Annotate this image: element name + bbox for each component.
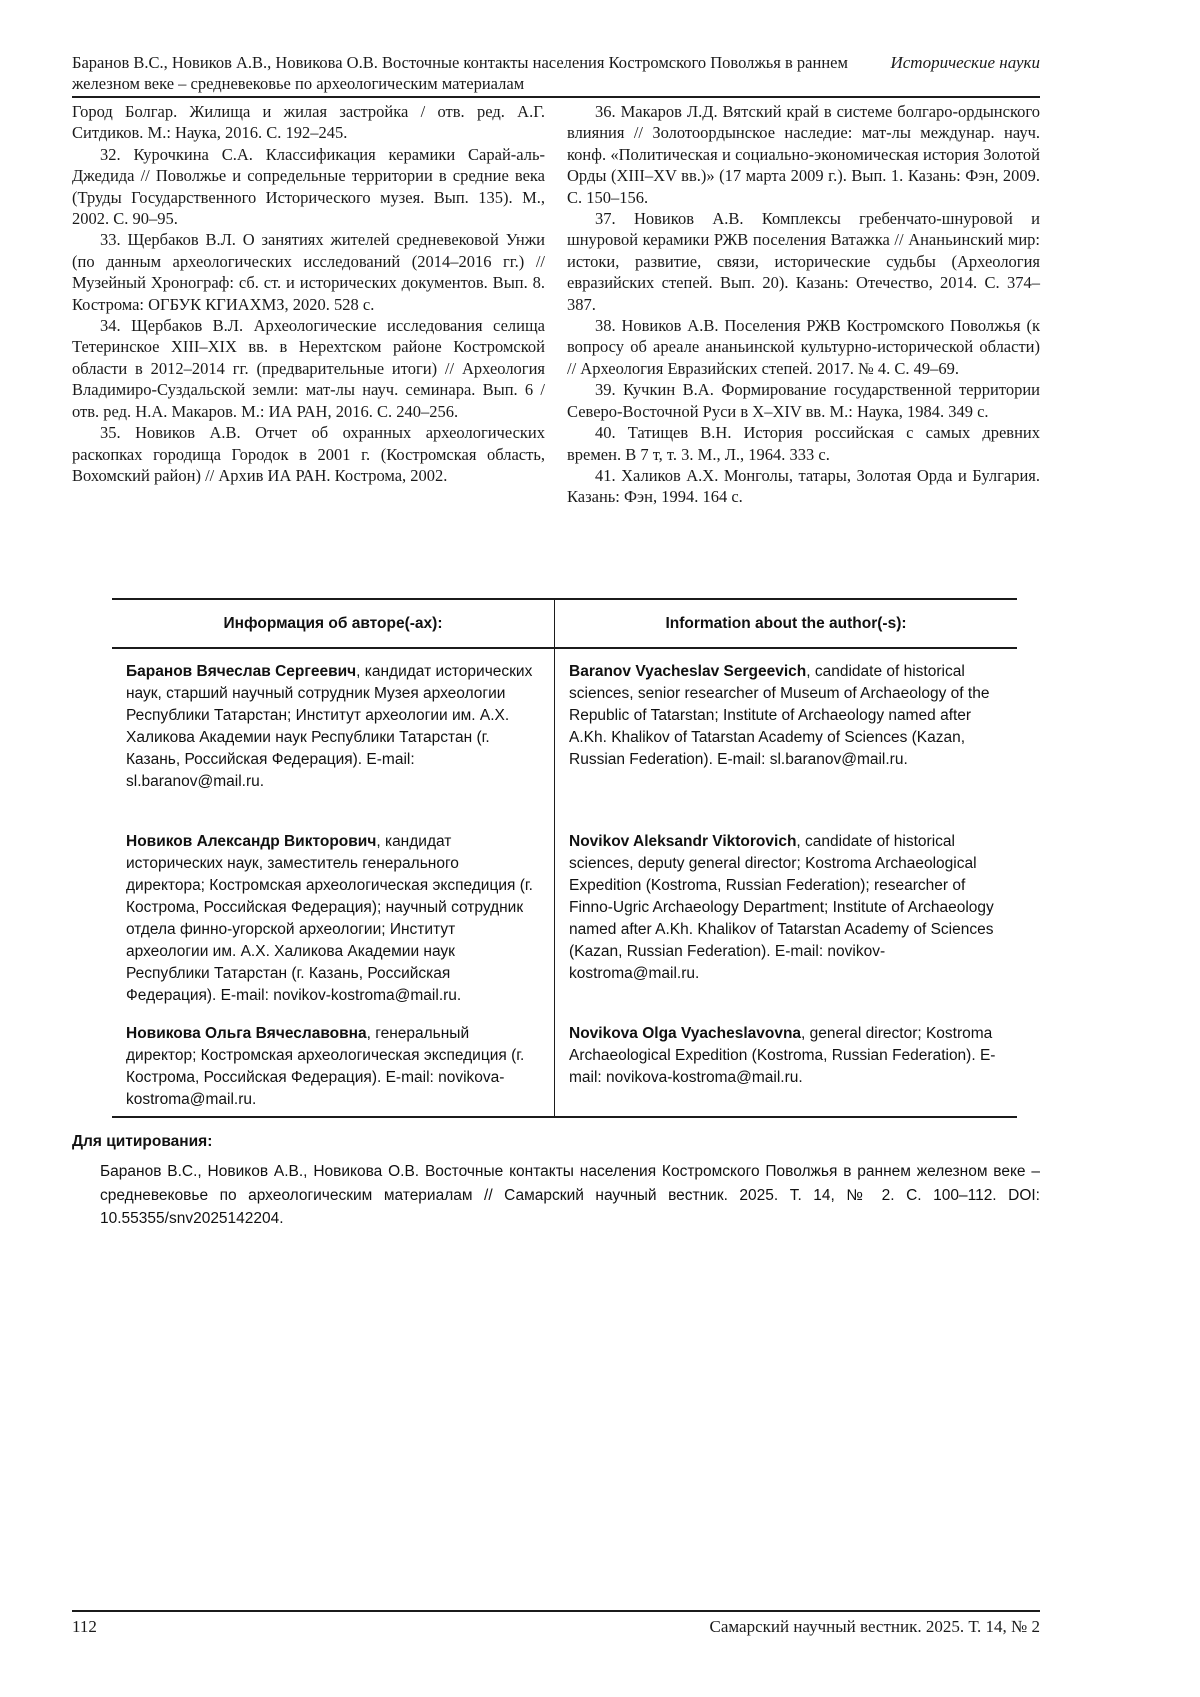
references-section <box>72 101 1040 508</box>
author-name: Баранов Вячеслав Сергеевич <box>126 663 357 680</box>
page-footer <box>72 1610 1040 1638</box>
table-row <box>112 649 1017 819</box>
journal-name: Самарский научный вестник. 2025. Т. 14, № 2 <box>709 1617 1040 1636</box>
running-head <box>72 53 1040 98</box>
author-name: Новикова Ольга Вячеславовна <box>126 1025 367 1042</box>
author-name: Novikov Aleksandr Viktorovich <box>569 833 797 850</box>
author-details: , кандидат исторических наук, заместитель генерального директора; Костромская археологическая экспедиция (г. Кострома, Российская Федерация); научный сотрудник отдела финно-угорской археологии; Институт археологии им. А.Х. Халикова Академии наук Республики Татарстан (г. Казань, Российская Федерация). E-mail: novikov-kostroma@mail.ru. <box>126 833 533 1004</box>
reference-item: 39. Кучкин В.А. Формирование государственной территории Северо-Восточной Руси в X–XIV вв. М.: Наука, 1984. 349 с. <box>567 380 1040 421</box>
author-info-en <box>555 819 1017 1011</box>
author-details: , генеральный директор; Костромская археологическая экспедиция (г. Кострома, Российская Федерация). E-mail: novikova-kostroma@mail.ru. <box>126 1025 525 1108</box>
author-details: , кандидат исторических наук, старший научный сотрудник Музея археологии Республики Татарстан; Институт археологии им. А.Х. Халикова Академии наук Республики Татарстан (г. Казань, Российская Федерация). E-mail: sl.baranov@mail.ru. <box>126 663 533 790</box>
authors-table-header-row <box>112 598 1017 649</box>
reference-item: 34. Щербаков В.Л. Археологические исследования селища Тетеринское XIII–XIX вв. в Нерехтском районе Костромской области в 2012–2014 гг. (предварительные итоги) // Археология Владимиро-Суздальской земли: мат-лы науч. семинара. Вып. 6 / отв. ред. Н.А. Макаров. М.: ИА РАН, 2016. С. 240–256. <box>72 316 545 421</box>
table-row <box>112 819 1017 1011</box>
references-column-left <box>72 101 545 508</box>
author-info-en <box>555 1011 1017 1116</box>
references-column-right <box>567 101 1040 508</box>
reference-item: 37. Новиков А.В. Комплексы гребенчато-шнуровой и шнуровой керамики РЖВ поселения Ватажка // Ананьинский мир: истоки, развитие, связи, исторические судьбы (Археология евразийских степей. Вып. 20). Казань: Отечество, 2014. С. 374–387. <box>567 209 1040 314</box>
author-name: Novikova Olga Vyacheslavovna <box>569 1025 802 1042</box>
reference-item: 40. Татищев В.Н. История российская с самых древних времен. В 7 т, т. 3. М., Л., 1964. 333 с. <box>567 423 1040 464</box>
author-details: , general director; Kostroma Archaeological Expedition (Kostroma, Russian Federation). E-mail: novikova-kostroma@mail.ru. <box>569 1025 996 1086</box>
reference-item: 32. Курочкина С.А. Классификация керамики Сарай-аль-Джедида // Поволжье и сопредельные территории в средние века (Труды Государственного Исторического музея. Вып. 135). М., 2002. С. 90–95. <box>72 144 545 229</box>
author-info-ru <box>112 649 555 819</box>
citation-label: Для цитирования: <box>72 1133 213 1150</box>
reference-item: 41. Халиков А.Х. Монголы, татары, Золотая Орда и Булгария. Казань: Фэн, 1994. 164 с. <box>567 465 1040 507</box>
author-info-ru <box>112 1011 555 1116</box>
page-number: 112 <box>72 1617 97 1636</box>
citation-text: Баранов В.С., Новиков А.В., Новикова О.В. Восточные контакты населения Костромского Поволжья в раннем железном веке – средневековье по археологическим материалам // Самарский научный вестник. 2025. Т. 14, № 2. С. 100–112. DOI: 10.55355/snv2025142204. <box>100 1163 1040 1227</box>
author-info-en <box>555 649 1017 819</box>
reference-item: 38. Новиков А.В. Поселения РЖВ Костромского Поволжья (к вопросу об ареале ананьинской культурно-исторической области) // Археология Евразийских степей. 2017. № 4. С. 49–69. <box>567 316 1040 378</box>
section-label: Исторические науки <box>890 53 1040 72</box>
reference-item: 36. Макаров Л.Д. Вятский край в системе болгаро-ордынского влияния // Золотоордынское наследие: мат-лы междунар. науч. конф. «Политическая и социально-экономическая история Золотой Орды (XIII–XV вв.)» (17 марта 2009 г.). Вып. 1. Казань: Фэн, 2009. С. 150–156. <box>567 102 1040 207</box>
table-row <box>112 1011 1017 1116</box>
article-title-running: Баранов В.С., Новиков А.В., Новикова О.В. Восточные контакты населения Костромского Поволжья в раннем железном веке – средневековье по археологическим материалам <box>72 53 848 93</box>
author-name: Новиков Александр Викторович <box>126 833 377 850</box>
citation-block <box>72 1133 1040 1231</box>
reference-item: 33. Щербаков В.Л. О занятиях жителей средневековой Унжи (по данным археологических исследований (2014–2016 гг.) // Музейный Хронограф: сб. ст. и исторических документов. Вып. 8. Кострома: ОГБУК КГИАХМЗ, 2020. 528 с. <box>72 230 545 314</box>
authors-table-header-en: Information about the author(-s): <box>665 615 907 632</box>
author-info-ru <box>112 819 555 1011</box>
reference-item: Город Болгар. Жилища и жилая застройка / отв. ред. А.Г. Ситдиков. М.: Наука, 2016. С. 192–245. <box>72 102 545 143</box>
author-details: , candidate of historical sciences, senior researcher of Museum of Archaeology of the Republic of Tatarstan; Institute of Archaeology named after A.Kh. Khalikov of Tatarstan Academy of Sciences (Kazan, Russian Federation). E-mail: sl.baranov@mail.ru. <box>569 663 990 768</box>
author-name: Baranov Vyacheslav Sergeevich <box>569 663 807 680</box>
author-details: , candidate of historical sciences, deputy general director; Kostroma Archaeological Expedition (Kostroma, Russian Federation); researcher of Finno-Ugric Archaeology Department; Institute of Archaeology named after A.Kh. Khalikov of Tatarstan Academy of Sciences (Kazan, Russian Federation). E-mail: novikov-kostroma@mail.ru. <box>569 833 994 982</box>
authors-info-table <box>112 598 1017 1118</box>
authors-table-header-ru: Информация об авторе(-ах): <box>112 600 555 647</box>
reference-item: 35. Новиков А.В. Отчет об охранных археологических раскопках городища Городок в 2001 г. (Костромская область, Вохомский район) // Архив ИА РАН. Кострома, 2002. <box>72 423 545 485</box>
